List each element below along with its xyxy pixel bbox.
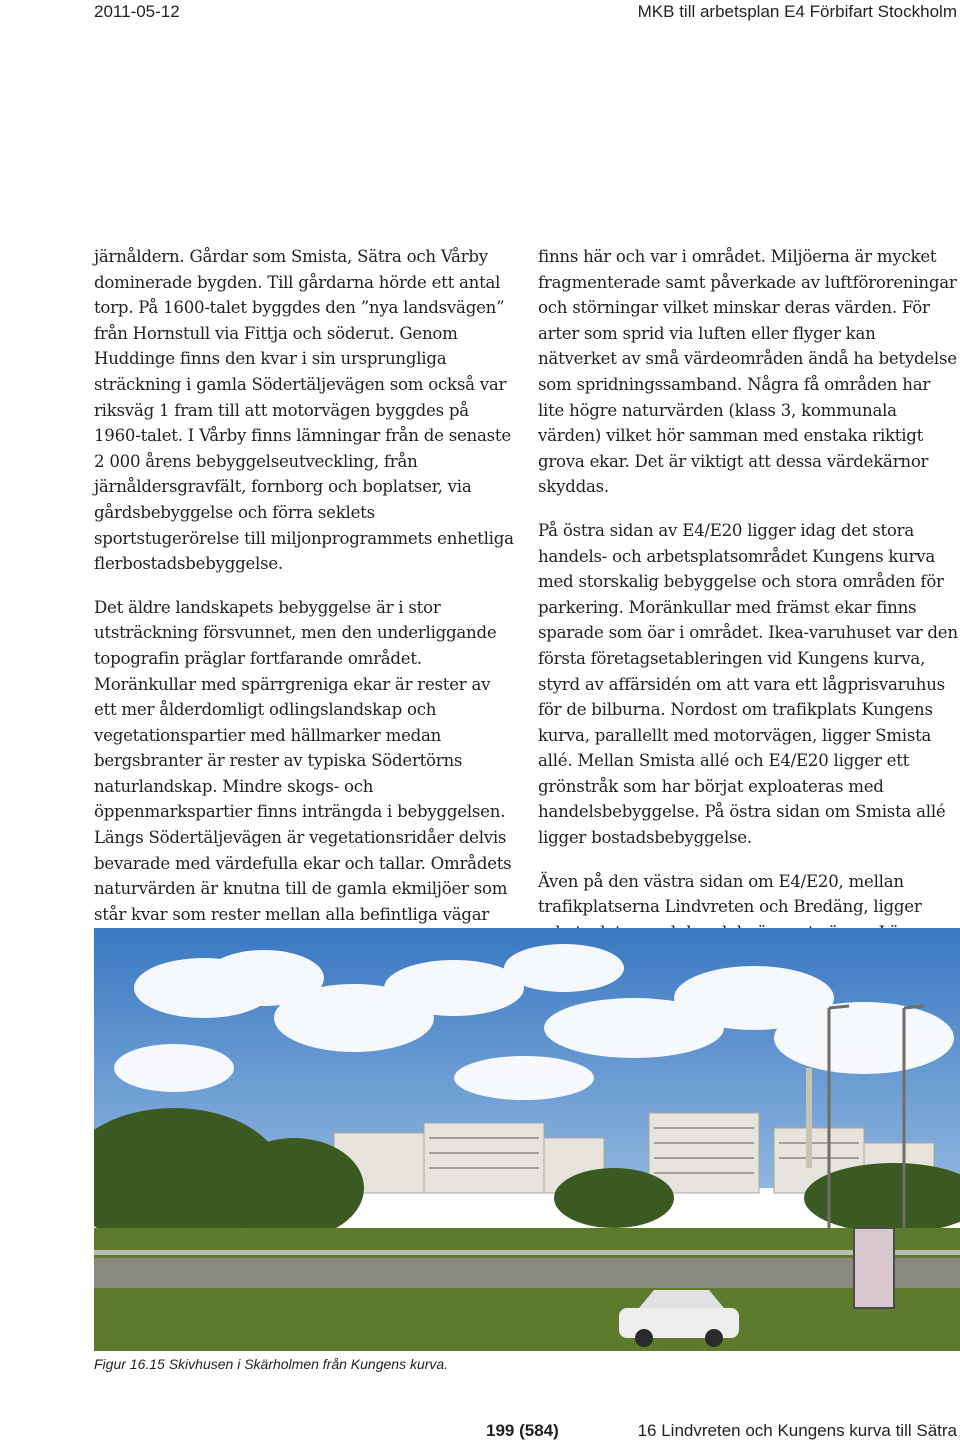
paragraph: På östra sidan av E4/E20 ligger idag det stora handels- och arbetsplatsområdet Kungens kurva med storskalig bebyggelse och stora områden för parkering. Moränkullar med främst ekar finns sparade som öar i området. Ikea-varuhuset var den första företagsetableringen vid Kungens kurva, styrd av affärsidén om att vara ett lågprisvaruhus för de bilburna. Nordost om trafikplats Kungens kurva, parallellt med motorvägen, ligger Smista allé. Mellan Smista allé och E4/E20 ligger ett grönstråk som har börjat exploateras med handelsbebyggelse. På östra sidan om Smista allé ligger bostadsbebyggelse.	[538, 520, 958, 848]
page-number: 199 (584)	[486, 1421, 559, 1440]
paragraph: finns här och var i området. Miljöerna är mycket fragmenterade samt påverkade av luftföroreningar och störningar vilket minskar deras värden. För arter som sprid via luften eller flyger kan nätverket av små värdeområden ändå ha betydelse som spridningssamband. Några få områden har lite högre naturvärden (klass 3, kommunala värden) vilket hör samman med enstaka riktigt grova ekar. Det är viktigt att dessa värdekärnor skyddas.	[538, 247, 957, 497]
right-text-column	[538, 244, 958, 963]
chimney	[806, 1068, 812, 1168]
paragraph: Även på den västra sidan om E4/E20, mellan trafikplatserna Lindvreten och Bredäng, ligger	[538, 871, 922, 917]
grass	[94, 1228, 960, 1351]
road	[94, 1258, 960, 1288]
guardrail	[94, 1250, 960, 1255]
billboard	[854, 1228, 894, 1308]
figure-caption: Figur 16.15 Skivhusen i Skärholmen från Kungens kurva.	[94, 1356, 449, 1372]
paragraph: järnåldern. Gårdar som Smista, Sätra och Vårby dominerade bygden. Till gårdarna hörde ett antal torp. På 1600-talet byggdes den ”nya landsvägen” från Hornstull via Fittja och söderut. Genom Huddinge finns den kvar i sin ursprungliga sträckning i gamla Södertäljevägen som också var riksväg 1 fram till att motorvägen byggdes på 1960-talet. I Vårby finns lämningar från de senaste 2 000 årens bebyggelseutveckling, från järnåldersgravfält, fornborg och boplatser, via gårdsbebyggelse och förra seklets sportstugerörelse till miljonprogrammets enhetliga flerbostadsbebyggelse.	[94, 247, 514, 574]
chapter-title: 16 Lindvreten och Kungens kurva till Sätra	[637, 1421, 957, 1440]
header-date: 2011-05-12	[94, 2, 180, 21]
left-text-column	[94, 244, 514, 971]
skyline-photo	[94, 928, 960, 1351]
header-document-title: MKB till arbetsplan E4 Förbifart Stockholm	[637, 2, 957, 21]
paragraph: Det äldre landskapets bebyggelse är i stor utsträckning försvunnet, men den underliggande topografin präglar fortfarande området. Moränkullar med spärrgreniga ekar är rester av ett mer ålderdomligt odlingslandskap och vegetationspartier med hällmarker medan bergsbranter är rester av typiska Södertörns naturlandskap. Mindre skogs- och öppenmarkspartier finns inträngda i bebyggelsen. Längs Södertäljevägen är vegetationsridåer delvis bevarade med värdefulla ekar och tallar. Områdets naturvärden är knutna till de gamla ekmiljöer som står kvar som rester mellan alla befintliga vägar	[94, 597, 512, 924]
